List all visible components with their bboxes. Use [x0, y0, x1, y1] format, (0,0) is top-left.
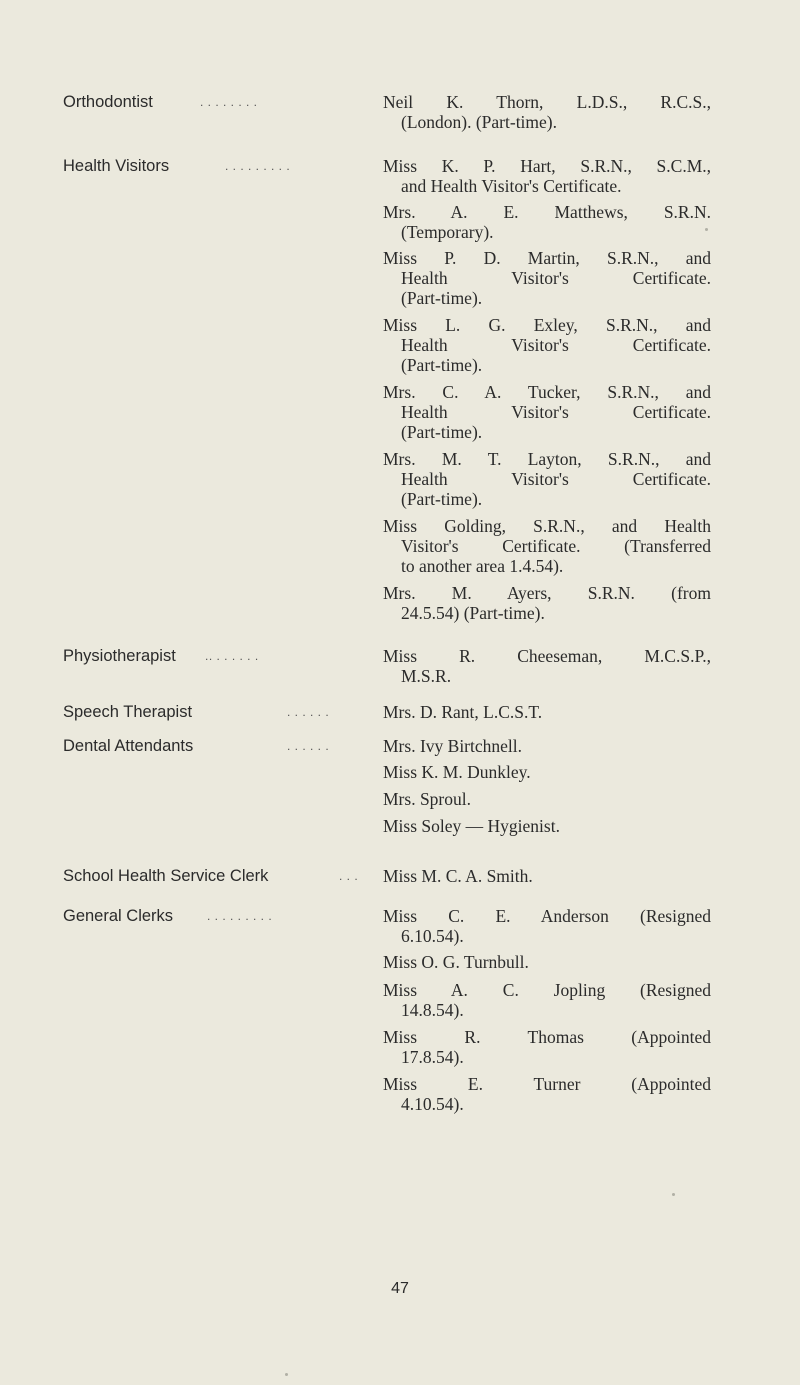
- staff-entry-line: Miss K. P. Hart, S.R.N., S.C.M.,: [383, 156, 711, 176]
- staff-entry-line: Health Visitor's Certificate.: [401, 469, 711, 489]
- staff-entry-line: Mrs. Sproul.: [383, 789, 471, 809]
- staff-entry: [383, 789, 711, 809]
- staff-entry-line: 17.8.54).: [401, 1047, 464, 1067]
- staff-entry-line: M.S.R.: [401, 666, 452, 686]
- staff-entry: [383, 248, 711, 308]
- staff-entry: [383, 156, 711, 196]
- staff-entry-line: (Part-time).: [401, 355, 483, 375]
- staff-entry-line: Mrs. Ivy Birtchnell.: [383, 736, 523, 756]
- staff-entry-line: Visitor's Certificate. (Transferred: [401, 536, 711, 556]
- staff-entry-line: Miss Soley — Hygienist.: [383, 816, 560, 836]
- staff-entry: [383, 382, 711, 442]
- paper-speck: [705, 228, 708, 231]
- staff-entry-line: Miss M. C. A. Smith.: [383, 866, 533, 886]
- staff-entry: [383, 702, 711, 722]
- staff-entry-line: 24.5.54) (Part-time).: [401, 603, 545, 623]
- staff-entry: [383, 646, 711, 686]
- dot-leader: . . . . . .: [287, 705, 330, 719]
- staff-entry: [383, 1074, 711, 1114]
- staff-entry-line: Mrs. M. Ayers, S.R.N. (from: [383, 583, 711, 603]
- staff-entry-line: Health Visitor's Certificate.: [401, 268, 711, 288]
- staff-entry: [383, 315, 711, 375]
- dot-leader: . . . . . . . . .: [207, 909, 273, 923]
- staff-entry-line: Miss R. Cheeseman, M.C.S.P.,: [383, 646, 711, 666]
- staff-entry-line: Health Visitor's Certificate.: [401, 402, 711, 422]
- role-label: Dental Attendants: [63, 737, 194, 755]
- staff-entry: [383, 906, 711, 946]
- staff-entry-line: Miss C. E. Anderson (Resigned: [383, 906, 711, 926]
- staff-entry: [383, 762, 711, 782]
- staff-entry: [383, 516, 711, 576]
- staff-entry-line: (London). (Part-time).: [401, 112, 557, 132]
- staff-entry: [383, 1027, 711, 1067]
- page-number: 47: [391, 1280, 409, 1297]
- staff-entry: [383, 202, 711, 242]
- staff-entry-line: Miss R. Thomas (Appointed: [383, 1027, 711, 1047]
- dot-leader: . . . . . . . .: [200, 95, 258, 109]
- staff-entry-line: Miss E. Turner (Appointed: [383, 1074, 711, 1094]
- role-label: General Clerks: [63, 907, 174, 925]
- staff-entry-line: 4.10.54).: [401, 1094, 464, 1114]
- dot-leader: .. . . . . . .: [205, 649, 259, 663]
- paper-speck: [285, 1373, 288, 1376]
- staff-entry-line: Miss Golding, S.R.N., and Health: [383, 516, 711, 536]
- staff-entry: [383, 952, 711, 972]
- staff-entry: [383, 92, 711, 132]
- staff-entry-line: Mrs. M. T. Layton, S.R.N., and: [383, 449, 711, 469]
- staff-entry-line: Miss A. C. Jopling (Resigned: [383, 980, 711, 1000]
- staff-list: [383, 866, 711, 886]
- staff-list: [383, 702, 711, 722]
- staff-entry: [383, 980, 711, 1020]
- staff-entry: [383, 449, 711, 509]
- staff-entry-line: (Part-time).: [401, 288, 483, 308]
- staff-entry-line: Miss P. D. Martin, S.R.N., and: [383, 248, 711, 268]
- staff-entry-line: and Health Visitor's Certificate.: [401, 176, 622, 196]
- paper-speck: [672, 1193, 675, 1196]
- role-label: Physiotherapist: [63, 647, 176, 665]
- staff-entry-line: Health Visitor's Certificate.: [401, 335, 711, 355]
- staff-entry-line: Mrs. C. A. Tucker, S.R.N., and: [383, 382, 711, 402]
- staff-entry-line: to another area 1.4.54).: [401, 556, 564, 576]
- staff-entry-line: (Part-time).: [401, 489, 483, 509]
- staff-entry: [383, 736, 711, 756]
- staff-entry: [383, 866, 711, 886]
- staff-entry-line: 14.8.54).: [401, 1000, 464, 1020]
- staff-entry-line: Miss L. G. Exley, S.R.N., and: [383, 315, 711, 335]
- role-label: Orthodontist: [63, 93, 153, 111]
- role-label: School Health Service Clerk: [63, 867, 269, 885]
- dot-leader: . . . . . .: [287, 739, 330, 753]
- staff-entry: [383, 816, 711, 836]
- role-label: Speech Therapist: [63, 703, 193, 721]
- staff-entry-line: Mrs. D. Rant, L.C.S.T.: [383, 702, 543, 722]
- staff-entry-line: Miss K. M. Dunkley.: [383, 762, 531, 782]
- staff-entry-line: (Temporary).: [401, 222, 494, 242]
- staff-entry-line: Mrs. A. E. Matthews, S.R.N.: [383, 202, 711, 222]
- dot-leader: . . .: [339, 869, 359, 883]
- dot-leader: . . . . . . . . .: [225, 159, 291, 173]
- staff-list: [383, 646, 711, 686]
- staff-list: [383, 92, 711, 132]
- staff-entry-line: Neil K. Thorn, L.D.S., R.C.S.,: [383, 92, 711, 112]
- staff-entry: [383, 583, 711, 623]
- staff-entry-line: 6.10.54).: [401, 926, 464, 946]
- staff-entry-line: (Part-time).: [401, 422, 483, 442]
- staff-entry-line: Miss O. G. Turnbull.: [383, 952, 529, 972]
- role-label: Health Visitors: [63, 157, 170, 175]
